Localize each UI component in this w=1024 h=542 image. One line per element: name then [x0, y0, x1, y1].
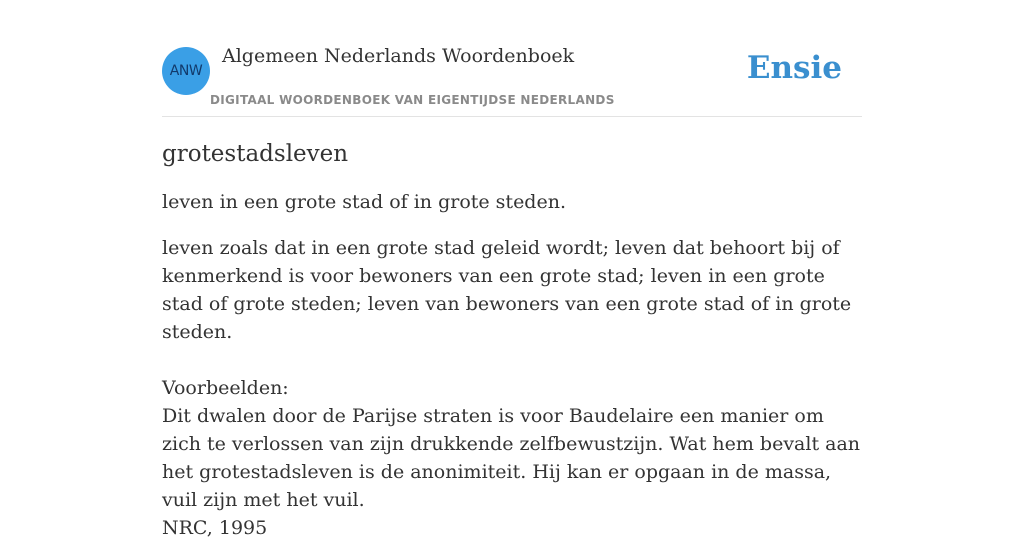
example-text: Dit dwalen door de Parijse straten is voor Baudelaire een manier om zich te verlossen van zijn drukkende zelfbewustzijn. Wat hem bevalt aan het grotestadsleven is de anonimiteit. Hij kan er opgaan in de massa, vuil zijn met het vuil.: [162, 405, 861, 511]
site-title[interactable]: Algemeen Nederlands Woordenboek: [222, 45, 575, 67]
entry-headword: grotestadsleven: [162, 141, 349, 167]
examples-label: Voorbeelden:: [162, 377, 289, 399]
long-definition: leven zoals dat in een grote stad geleid wordt; leven dat behoort bij of kenmerkend is voor bewoners van een grote stad; leven in een grote stad of grote steden; leven van bewoners van een grote stad of in grote steden.: [162, 237, 852, 343]
entry-content: [162, 138, 862, 542]
site-header: [162, 0, 862, 117]
examples-section: [162, 374, 862, 542]
example-source: NRC, 1995: [162, 517, 268, 539]
ensie-logo[interactable]: Ensie: [746, 50, 842, 86]
site-subtitle: DIGITAAL WOORDENBOEK VAN EIGENTIJDSE NEDERLANDS: [210, 93, 615, 107]
short-definition: leven in een grote stad of in grote steden.: [162, 191, 566, 213]
anw-logo[interactable]: ANW: [162, 47, 210, 95]
